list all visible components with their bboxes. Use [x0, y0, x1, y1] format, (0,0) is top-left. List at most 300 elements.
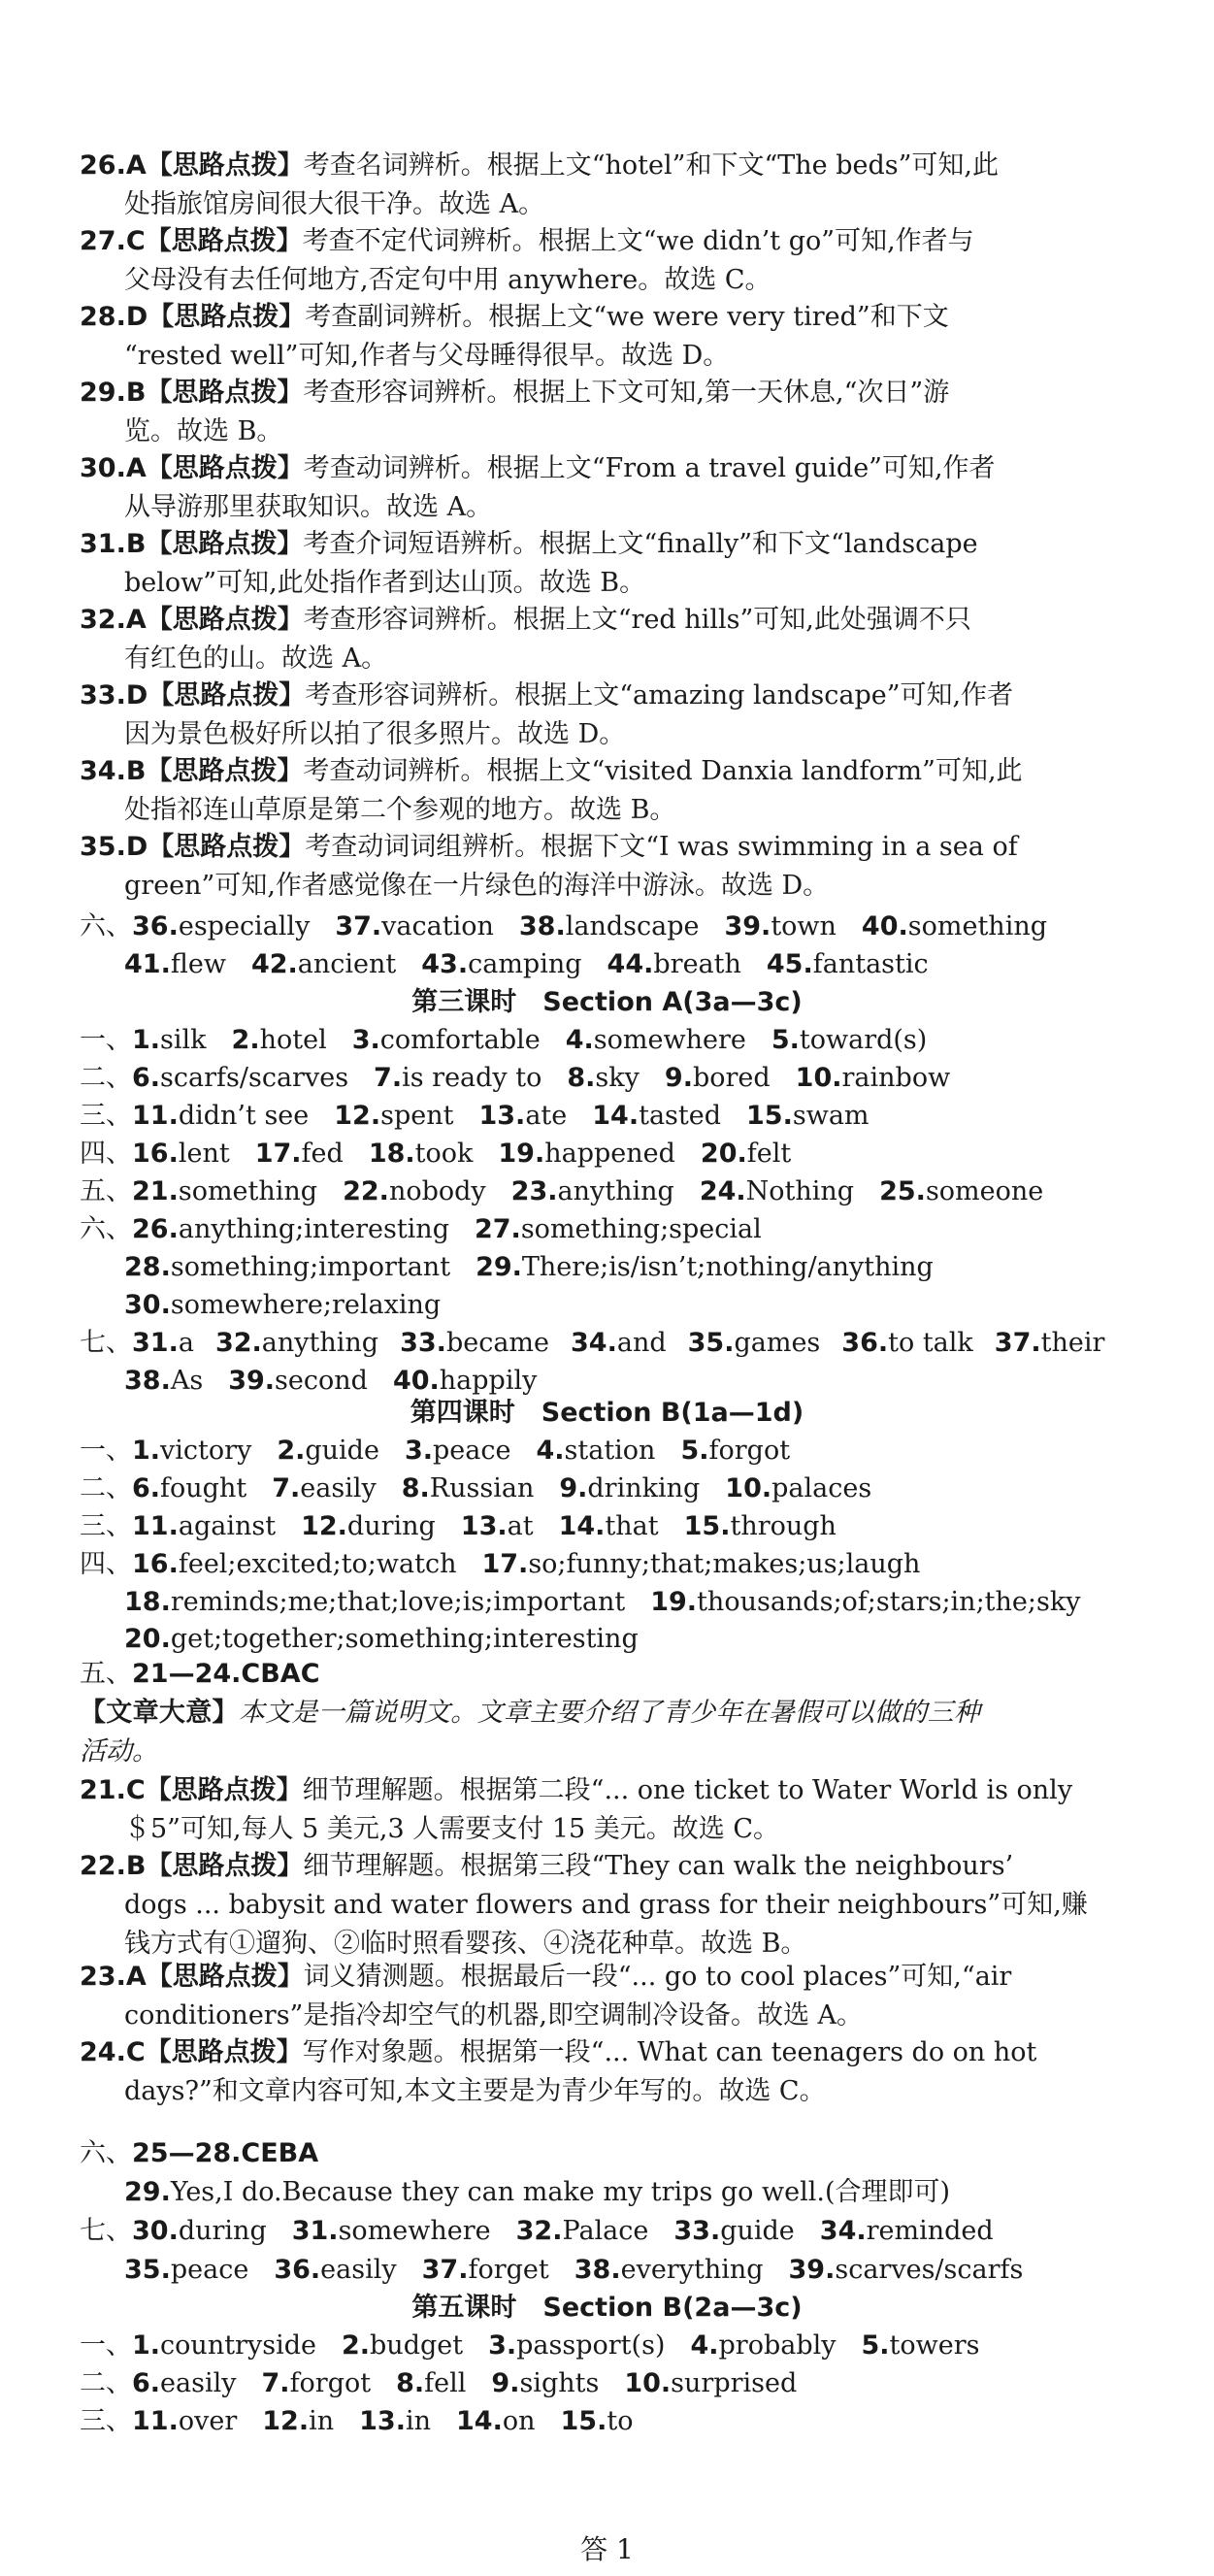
- item-number: 12.: [262, 2406, 310, 2436]
- answer-line: [80, 829, 1155, 866]
- item-number: 15.: [683, 1511, 731, 1541]
- answer-line-cont: [124, 2073, 1199, 2110]
- item-answer: spent: [380, 1101, 454, 1131]
- answer-number: 33.D: [80, 680, 148, 710]
- item-answer: during: [346, 1511, 436, 1541]
- answer-text: 考查形容词辨析。根据上文“amazing landscape”可知,作者: [305, 680, 1014, 710]
- item-number: 12.: [301, 1511, 347, 1541]
- answer-line: [80, 223, 1155, 260]
- item-number: 36.: [132, 911, 179, 941]
- item-number: 34.: [571, 1328, 617, 1358]
- answer-line-cont: [124, 641, 1199, 677]
- answer-text: 细节理解题。根据第三段“They can walk the neighbours’: [303, 1851, 1014, 1881]
- item-number: 9.: [664, 1063, 693, 1093]
- answer-line-cont: [124, 565, 1199, 602]
- answer-item: [359, 2403, 431, 2440]
- answer-line-cont: [124, 338, 1199, 375]
- answer-line: [80, 2034, 1155, 2071]
- answer-item: [132, 1470, 246, 1507]
- item-number: 31.: [132, 1328, 179, 1358]
- answer-item: [511, 1173, 674, 1210]
- answer-text: 钱方式有①遛狗、②临时照看婴孩、④浇花种草。故选 B。: [124, 1929, 807, 1959]
- answer-item: [405, 1433, 511, 1470]
- answer-item: [422, 2252, 549, 2289]
- item-answer: happened: [544, 1139, 675, 1169]
- row-label: 二、: [80, 1063, 132, 1093]
- item-number: 9.: [491, 2368, 520, 2398]
- item-number: 24.: [699, 1176, 746, 1206]
- item-answer: reminds;me;that;love;is;important: [170, 1587, 626, 1617]
- item-number: 38.: [574, 2255, 621, 2285]
- item-answer: probably: [718, 2330, 837, 2361]
- answer-item: [567, 1060, 640, 1097]
- item-number: 38.: [518, 911, 566, 941]
- answer-line-cont: [124, 792, 1199, 829]
- item-number: 43.: [421, 949, 469, 979]
- answer-item: [215, 1325, 378, 1362]
- answer-item: [132, 1433, 251, 1470]
- answer-item: [478, 1098, 567, 1135]
- item-answer: feel;excited;to;watch: [178, 1549, 457, 1579]
- item-answer: towers: [889, 2330, 980, 2361]
- answer-text: 考查不定代词辨析。根据上文“we didn’t go”可知,作者与: [302, 226, 974, 256]
- row-label: 四、: [80, 1549, 132, 1579]
- item-number: 7.: [374, 1063, 403, 1093]
- section4-part4-cont: [124, 1621, 1199, 1658]
- answer-item: [292, 2213, 491, 2250]
- answer-text: “rested well”可知,作者与父母睡得很早。故选 D。: [124, 341, 730, 371]
- section3-row: [80, 1211, 1155, 1248]
- item-answer: sights: [519, 2368, 600, 2398]
- answer-item: [272, 1470, 377, 1507]
- answer-number: 22.B: [80, 1851, 147, 1881]
- answer-item: [561, 2403, 634, 2440]
- section5-row: [80, 2328, 1155, 2364]
- item-number: 41.: [124, 949, 171, 979]
- item-number: 19.: [650, 1587, 698, 1617]
- item-answer: surprised: [671, 2368, 798, 2398]
- item-number: 45.: [766, 949, 813, 979]
- section4-title: 第四课时 Section B(1a—1d): [410, 1398, 804, 1428]
- item-answer: station: [564, 1436, 656, 1466]
- answer-line-cont: [124, 489, 1199, 526]
- item-answer: somewhere;relaxing: [170, 1290, 442, 1320]
- item-number: 1.: [132, 1436, 161, 1466]
- row-label: 二、: [80, 2368, 132, 2398]
- answer-item: [262, 2365, 372, 2402]
- item-number: 22.: [343, 1176, 389, 1206]
- item-number: 5.: [771, 1025, 800, 1055]
- item-number: 14.: [592, 1101, 640, 1131]
- item-answer: sky: [595, 1063, 640, 1093]
- answer-item: [456, 2403, 536, 2440]
- item-answer: and: [616, 1328, 667, 1358]
- answer-item: [684, 1508, 837, 1545]
- answer-text: 词义猜测题。根据最后一段“... go to cool places”可知,“air: [303, 1962, 1012, 1992]
- answer-item: [475, 1211, 762, 1248]
- item-answer: hotel: [259, 1025, 327, 1055]
- part6-label: 六、: [80, 911, 132, 941]
- item-number: 2.: [231, 1025, 260, 1055]
- hint-tag: 【思路点拨】: [148, 832, 306, 862]
- answer-text: 处指旅馆房间很大很干净。故选 A。: [124, 189, 545, 219]
- answer-line-cont: [124, 868, 1199, 905]
- item-number: 37.: [994, 1328, 1041, 1358]
- item-answer: became: [445, 1328, 549, 1358]
- row-label: 二、: [80, 1473, 132, 1503]
- item-answer: lent: [178, 1139, 230, 1169]
- answer-text: ＄5”可知,每人 5 美元,3 人需要支付 15 美元。故选 C。: [124, 1814, 780, 1844]
- part6-row1: [80, 908, 1155, 945]
- answer-item: [124, 1249, 450, 1286]
- item-number: 11.: [132, 1101, 179, 1131]
- answer-text: 考查形容词辨析。根据上下文可知,第一天休息,“次日”游: [303, 378, 950, 408]
- item-answer: over: [178, 2406, 238, 2436]
- section4-row: [80, 1470, 1155, 1507]
- item-number: 19.: [498, 1139, 545, 1169]
- item-answer: forgot: [708, 1436, 791, 1466]
- answer-line-cont: [124, 1998, 1199, 2034]
- answer-item: [574, 2252, 764, 2289]
- answer-text: 览。故选 B。: [124, 416, 283, 446]
- item-number: 14.: [456, 2406, 503, 2436]
- answer-line: [80, 148, 1155, 184]
- item-answer: forget: [468, 2255, 549, 2285]
- item-answer: vacation: [381, 911, 494, 941]
- item-answer: thousands;of;stars;in;the;sky: [697, 1587, 1081, 1617]
- item-answer: victory: [160, 1436, 252, 1466]
- answer-text: 父母没有去任何地方,否定句中用 anywhere。故选 C。: [124, 265, 771, 295]
- item-answer: to: [607, 2406, 634, 2436]
- answer-text: 因为景色极好所以拍了很多照片。故选 D。: [124, 719, 626, 749]
- item-answer: ancient: [297, 949, 397, 979]
- item-number: 18.: [368, 1139, 415, 1169]
- item-number: 29.: [476, 1252, 522, 1282]
- answer-item: [680, 1433, 790, 1470]
- answer-item: [369, 1136, 474, 1172]
- item-answer: forgot: [289, 2368, 372, 2398]
- item-answer: reminded: [866, 2216, 994, 2246]
- item-answer: somewhere: [593, 1025, 746, 1055]
- item-number: 28.: [124, 1252, 171, 1282]
- item-number: 6.: [132, 1473, 161, 1503]
- answer-item: [491, 2365, 599, 2402]
- answer-item: [132, 908, 310, 945]
- answer-item: [132, 1060, 348, 1097]
- item-answer: second: [275, 1366, 368, 1396]
- item-answer: countryside: [160, 2330, 316, 2361]
- answer-item: [335, 908, 494, 945]
- answer-text: 考查名词辨析。根据上文“hotel”和下文“The beds”可知,此: [303, 150, 999, 181]
- item-answer: anything: [261, 1328, 379, 1358]
- item-number: 17.: [254, 1139, 302, 1169]
- answer-line: [80, 677, 1155, 714]
- row-label: 一、: [80, 1025, 132, 1055]
- item-answer: at: [507, 1511, 534, 1541]
- item-number: 4.: [690, 2330, 719, 2361]
- item-number: 12.: [334, 1101, 381, 1131]
- row-label: 三、: [80, 1511, 132, 1541]
- section5-title: 第五课时 Section B(2a—3c): [411, 2293, 803, 2323]
- answer-text: 考查动词辨析。根据上文“From a travel guide”可知,作者: [303, 453, 996, 483]
- item-answer: in: [309, 2406, 335, 2436]
- answer-line-cont: [124, 1887, 1199, 1924]
- answer-number: 26.A: [80, 150, 147, 181]
- item-answer: camping: [468, 949, 582, 979]
- answer-item: [132, 1325, 194, 1362]
- section4-part6: 六、25—28.CEBA: [80, 2138, 319, 2168]
- answer-number: 21.C: [80, 1775, 146, 1805]
- item-number: 6.: [132, 2368, 161, 2398]
- item-answer: silk: [160, 1025, 207, 1055]
- item-answer: somewhere: [338, 2216, 491, 2246]
- row-label: 四、: [80, 1139, 132, 1169]
- item-number: 16.: [132, 1549, 179, 1579]
- section4-row: [80, 1546, 1155, 1583]
- answer-line: [80, 1772, 1155, 1809]
- answer-item: [132, 1546, 456, 1583]
- answer-item: [342, 2328, 463, 2364]
- answer-line: [80, 753, 1155, 790]
- item-number: 3.: [488, 2330, 517, 2361]
- item-answer: on: [502, 2406, 536, 2436]
- answer-number: 24.C: [80, 2037, 146, 2067]
- item-number: 34.: [819, 2216, 867, 2246]
- answer-text: 从导游那里获取知识。故选 A。: [124, 492, 493, 522]
- item-answer: Palace: [562, 2216, 649, 2246]
- item-answer: Russian: [429, 1473, 535, 1503]
- answer-item: [396, 2365, 466, 2402]
- answer-text: 考查副词辨析。根据上文“we were very tired”和下文: [305, 302, 949, 332]
- item-answer: get;together;something;interesting: [170, 1624, 639, 1654]
- answer-line-cont: [124, 716, 1199, 753]
- answer-item: [862, 2328, 980, 2364]
- answer-item: [789, 2252, 1024, 2289]
- item-number: 14.: [558, 1511, 606, 1541]
- item-number: 13.: [359, 2406, 406, 2436]
- answer-line: [80, 299, 1155, 336]
- answer-line-cont: [124, 186, 1199, 223]
- item-answer: fell: [424, 2368, 467, 2398]
- answer-item: [352, 1022, 541, 1059]
- answer-item: [262, 2403, 334, 2440]
- answer-item: [476, 1249, 934, 1286]
- item-answer: easily: [160, 2368, 237, 2398]
- item-number: 1.: [132, 1025, 161, 1055]
- answer-item: [132, 1136, 230, 1172]
- item-number: 32.: [214, 1328, 262, 1358]
- item-number: 9.: [559, 1473, 588, 1503]
- hint-tag: 【思路点拨】: [146, 1851, 304, 1881]
- answer-item: [690, 2328, 836, 2364]
- answer-text: below”可知,此处指作者到达山顶。故选 B。: [124, 568, 646, 598]
- item-answer: easily: [300, 1473, 377, 1503]
- item-answer: scarves/scarfs: [835, 2255, 1024, 2285]
- item-answer: anything;interesting: [178, 1214, 449, 1244]
- item-answer: landscape: [565, 911, 700, 941]
- answer-item: [665, 1060, 771, 1097]
- answer-item: [132, 2328, 316, 2364]
- answer-item: [374, 1060, 541, 1097]
- answer-text: 考查动词辨析。根据上文“visited Danxia landform”可知,此: [303, 756, 1023, 786]
- answer-item: [673, 2213, 794, 2250]
- section5-row: [80, 2403, 1155, 2440]
- hint-tag: 【思路点拨】: [146, 453, 304, 483]
- item-number: 11.: [132, 2406, 179, 2436]
- answer-item: [334, 1098, 453, 1135]
- item-answer: flew: [170, 949, 226, 979]
- item-number: 15.: [560, 2406, 607, 2436]
- item-answer: peace: [433, 1436, 511, 1466]
- answer-item: [132, 1098, 309, 1135]
- item-answer: especially: [178, 911, 311, 941]
- answer-item: [700, 1173, 854, 1210]
- row-label: 一、: [80, 1436, 132, 1466]
- answer-text: conditioners”是指冷却空气的机器,即空调制冷设备。故选 A。: [124, 2000, 864, 2031]
- item-answer: took: [414, 1139, 474, 1169]
- answer-item: [488, 2328, 665, 2364]
- answer-item: [132, 2403, 237, 2440]
- answer-text: days?”和文章内容可知,本文主要是为青少年写的。故选 C。: [124, 2076, 826, 2106]
- item-number: 20.: [124, 1624, 171, 1654]
- answer-item: [124, 2252, 248, 2289]
- item-number: 16.: [132, 1139, 179, 1169]
- article-summary-line2: 活动。: [80, 1736, 158, 1767]
- item-answer: There;is/isn’t;nothing/anything: [521, 1252, 934, 1282]
- row-label: 六、: [80, 1214, 132, 1244]
- item-answer: everything: [620, 2255, 764, 2285]
- item-answer: scarfs/scarves: [160, 1063, 349, 1093]
- item-number: 10.: [725, 1473, 772, 1503]
- answer-item: [879, 1173, 1043, 1210]
- answer-item: [277, 1433, 379, 1470]
- section4-part5: 五、21—24.CBAC: [80, 1659, 320, 1689]
- hint-tag: 【思路点拨】: [145, 2037, 303, 2067]
- item-number: 6.: [132, 1063, 161, 1093]
- section3-row: [80, 1098, 1155, 1135]
- item-answer: fantastic: [812, 949, 929, 979]
- item-number: 2.: [277, 1436, 306, 1466]
- item-number: 26.: [132, 1214, 179, 1244]
- answer-item: [767, 946, 929, 983]
- item-number: 31.: [291, 2216, 339, 2246]
- item-answer: anything: [557, 1176, 674, 1206]
- answer-text: 考查介词短语辨析。根据上文“finally”和下文“landscape: [303, 529, 978, 559]
- answer-line: [80, 450, 1155, 487]
- answer-item: [402, 1470, 535, 1507]
- item-answer: something;special: [520, 1214, 762, 1244]
- answer-item: [255, 1136, 344, 1172]
- answer-text: 考查动词词组辨析。根据下文“I was swimming in a sea of: [305, 832, 1018, 862]
- item-number: 30.: [124, 1290, 171, 1320]
- item-number: 37.: [335, 911, 382, 941]
- item-answer: fed: [301, 1139, 344, 1169]
- item-number: 35.: [124, 2255, 171, 2285]
- item-answer: something: [907, 911, 1048, 941]
- answer-item: [124, 1287, 441, 1324]
- row-label: 五、: [80, 1176, 132, 1206]
- answer-item: [124, 1621, 639, 1658]
- answer-item: [400, 1325, 549, 1362]
- item-number: 36.: [274, 2255, 321, 2285]
- section3-row: [80, 1060, 1155, 1097]
- answer-item: [862, 908, 1047, 945]
- answer-item: [132, 1022, 207, 1059]
- item-number: 3.: [351, 1025, 380, 1055]
- item-number: 1.: [132, 2330, 161, 2361]
- answer-text: 处指祁连山草原是第二个参观的地方。故选 B。: [124, 795, 676, 825]
- answer-item: [746, 1098, 869, 1135]
- answer-item: [592, 1098, 721, 1135]
- hint-tag: 【思路点拨】: [146, 605, 304, 635]
- item-answer: swam: [792, 1101, 869, 1131]
- item-answer: a: [178, 1328, 194, 1358]
- item-number: 11.: [132, 1511, 179, 1541]
- item-number: 4.: [536, 1436, 565, 1466]
- item-number: 27.: [474, 1214, 521, 1244]
- answer-item: [571, 1325, 667, 1362]
- item-number: 8.: [396, 2368, 425, 2398]
- item-number: 7.: [272, 1473, 301, 1503]
- item-answer: against: [178, 1511, 277, 1541]
- item-answer: drinking: [587, 1473, 701, 1503]
- answer-item: [481, 1546, 920, 1583]
- item-number: 36.: [841, 1328, 889, 1358]
- section4-part7-row2: [124, 2252, 1199, 2289]
- answer-item: [771, 1022, 927, 1059]
- item-number: 13.: [478, 1101, 526, 1131]
- item-answer: happily: [439, 1366, 538, 1396]
- item-answer: peace: [170, 2255, 249, 2285]
- item-number: 10.: [795, 1063, 842, 1093]
- item-answer: someone: [925, 1176, 1044, 1206]
- answer-text: 细节理解题。根据第二段“... one ticket to Water World is only: [302, 1775, 1073, 1805]
- answer-item: [132, 1508, 276, 1545]
- answer-line: [80, 375, 1155, 412]
- item-number: 15.: [746, 1101, 793, 1131]
- item-number: 37.: [421, 2255, 469, 2285]
- answer-item: [536, 1433, 655, 1470]
- answer-number: 32.A: [80, 605, 147, 635]
- page-footer: 答 1: [580, 2533, 634, 2565]
- answer-item: [132, 2365, 237, 2402]
- answer-text: 有红色的山。故选 A。: [124, 644, 388, 674]
- part6-row2: [124, 946, 1199, 983]
- hint-tag: 【思路点拨】: [148, 302, 306, 332]
- item-answer: passport(s): [516, 2330, 666, 2361]
- answer-item: [124, 1584, 625, 1621]
- section3-part6-cont: [124, 1287, 1199, 1324]
- item-answer: didn’t see: [178, 1101, 310, 1131]
- item-number: 38.: [124, 1366, 171, 1396]
- row-label: 三、: [80, 2406, 132, 2436]
- item-answer: through: [730, 1511, 837, 1541]
- answer-item: [725, 1470, 871, 1507]
- item-number: 42.: [250, 949, 298, 979]
- answer-item: [124, 946, 226, 983]
- answer-item: [796, 1060, 951, 1097]
- answer-item: [566, 1022, 746, 1059]
- section4-row: [80, 1433, 1155, 1470]
- item-answer: games: [734, 1328, 821, 1358]
- item-answer: something: [178, 1176, 318, 1206]
- item-answer: As: [170, 1366, 204, 1396]
- answer-text: green”可知,作者感觉像在一片绿色的海洋中游泳。故选 D。: [124, 871, 830, 901]
- item-number: 32.: [515, 2216, 563, 2246]
- item-answer: in: [405, 2406, 431, 2436]
- answer-number: 27.C: [80, 226, 146, 256]
- item-answer: guide: [305, 1436, 379, 1466]
